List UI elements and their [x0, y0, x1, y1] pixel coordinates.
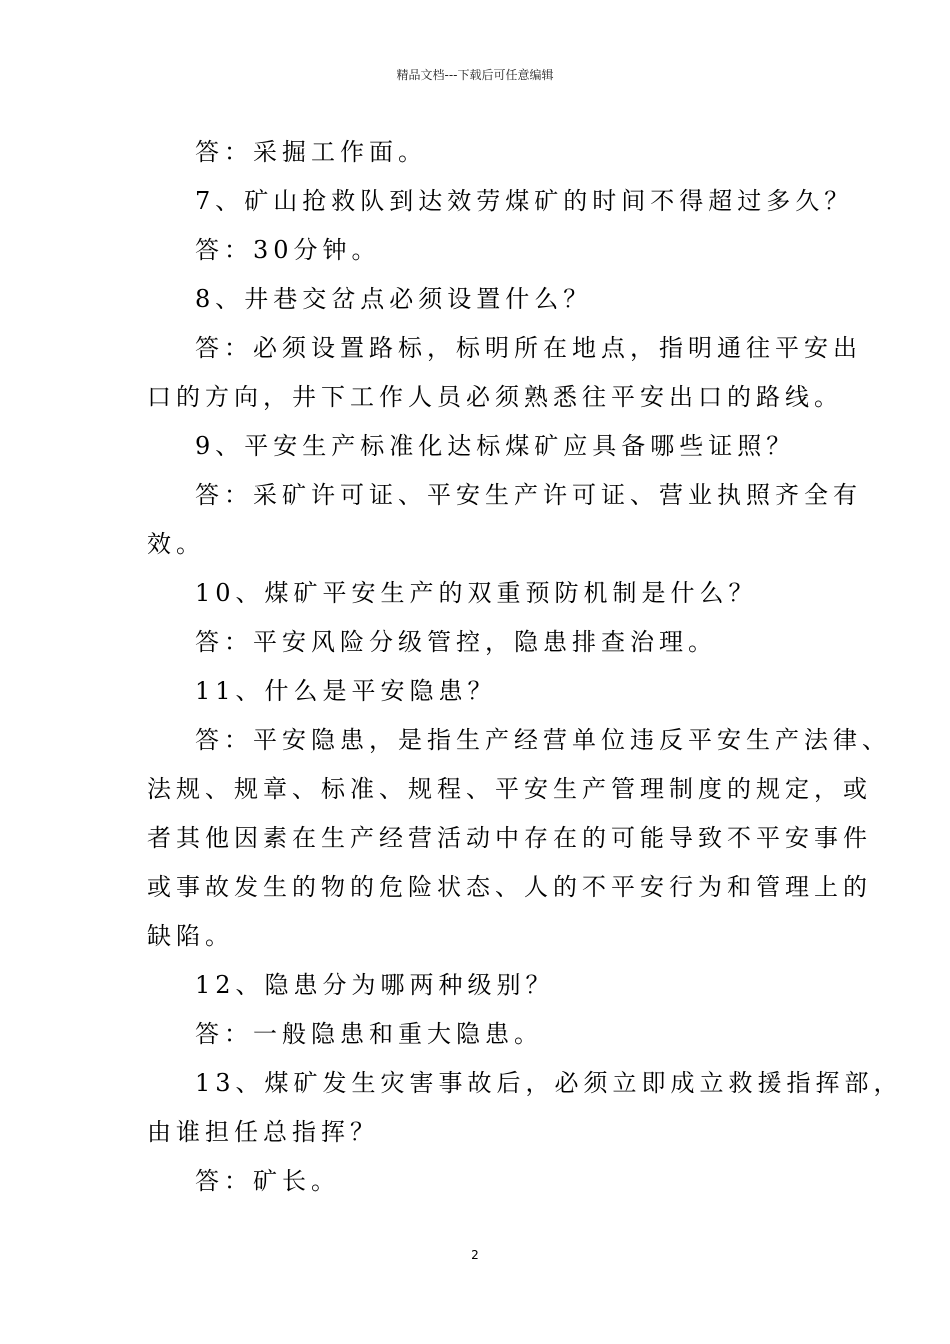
text-line: 8、井巷交岔点必须设置什么？	[195, 285, 593, 313]
text-line: 答：平安风险分级管控，隐患排查治理。	[195, 628, 717, 656]
document-body	[147, 130, 903, 1208]
text-line: 7、矿山抢救队到达效劳煤矿的时间不得超过多久？	[195, 187, 854, 215]
text-line: 11、什么是平安隐患？	[195, 677, 497, 705]
text-line: 答：一般隐患和重大隐患。	[195, 1020, 543, 1048]
text-line: 或事故发生的物的危险状态、人的不平安行为和管理上的	[147, 873, 872, 901]
text-line: 答：30分钟。	[195, 236, 381, 264]
text-line: 答：矿长。	[195, 1167, 340, 1195]
text-line: 答：采矿许可证、平安生产许可证、营业执照齐全有	[195, 481, 862, 509]
text-line: 10、煤矿平安生产的双重预防机制是什么？	[195, 579, 758, 607]
text-line: 13、煤矿发生灾害事故后，必须立即成立救援指挥部，	[195, 1069, 903, 1097]
text-line: 效。	[147, 530, 205, 558]
text-line: 答：平安隐患，是指生产经营单位违反平安生产法律、	[195, 726, 891, 754]
text-line: 者其他因素在生产经营活动中存在的可能导致不平安事件	[147, 824, 872, 852]
page-number: 2	[471, 1248, 479, 1262]
text-line: 由谁担任总指挥？	[147, 1118, 379, 1146]
page-header: 精品文档---下载后可任意编辑	[396, 68, 554, 82]
text-line: 答：必须设置路标，标明所在地点，指明通往平安出	[195, 334, 862, 362]
text-line: 口的方向，井下工作人员必须熟悉往平安出口的路线。	[147, 383, 843, 411]
text-line: 缺陷。	[147, 922, 234, 950]
text-line: 答：采掘工作面。	[195, 138, 427, 166]
text-line: 9、平安生产标准化达标煤矿应具备哪些证照？	[195, 432, 796, 460]
text-line: 12、隐患分为哪两种级别？	[195, 971, 555, 999]
text-line: 法规、规章、标准、规程、平安生产管理制度的规定，或	[147, 775, 872, 803]
